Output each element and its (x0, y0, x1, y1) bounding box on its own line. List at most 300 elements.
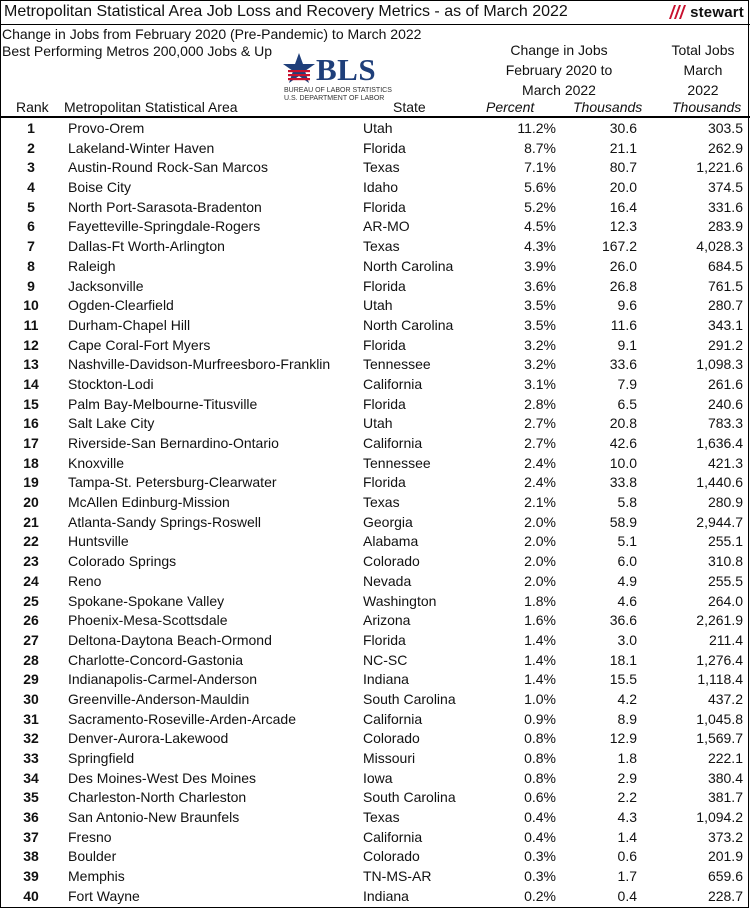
metro-name-cell: North Port-Sarasota-Bradenton (68, 198, 262, 215)
table-row (0, 729, 750, 749)
rank-cell: 10 (23, 297, 39, 314)
jobs-change-thousands-cell: 30.6 (609, 120, 637, 136)
total-jobs-thousands-cell: 283.9 (707, 218, 743, 235)
state-cell: Utah (363, 297, 393, 314)
change-header-line2: February 2020 to (505, 62, 613, 78)
total-jobs-thousands-cell: 1,569.7 (696, 730, 743, 747)
table-row (0, 395, 750, 415)
state-cell: Florida (363, 277, 406, 294)
metro-name-cell: Memphis (68, 868, 125, 885)
change-group-header (500, 40, 618, 100)
total-group-header (660, 40, 746, 100)
state-cell: Texas (363, 809, 400, 826)
state-cell: Colorado (363, 553, 420, 570)
table-row (0, 375, 750, 395)
jobs-change-thousands-cell: 15.5 (609, 671, 637, 688)
rank-cell: 6 (27, 218, 35, 235)
change-header-line1: Change in Jobs (510, 42, 608, 58)
jobs-change-thousands-cell: 9.1 (617, 336, 637, 353)
jobs-change-thousands-cell: 1.7 (617, 868, 637, 885)
table-row (0, 828, 750, 848)
rank-cell: 36 (23, 809, 39, 826)
rank-cell: 15 (23, 395, 39, 412)
jobs-change-thousands-cell: 4.9 (617, 572, 637, 589)
jobs-change-thousands-cell: 4.6 (617, 592, 637, 609)
metro-name-cell: Dallas-Ft Worth-Arlington (68, 238, 225, 255)
metro-name-cell: Nashville-Davidson-Murfreesboro-Franklin (68, 356, 331, 373)
table-row (0, 690, 750, 710)
jobs-change-thousands-cell: 1.4 (617, 828, 637, 845)
metro-name-cell: Boise City (68, 179, 132, 196)
rank-cell: 26 (23, 612, 39, 629)
change-header-line3: March 2022 (522, 82, 596, 98)
percent-change-cell: 3.5% (524, 316, 556, 333)
column-header-metro: Metropolitan Statistical Area (64, 99, 238, 115)
state-cell: California (363, 710, 423, 727)
rank-cell: 8 (27, 257, 35, 274)
percent-change-cell: 1.8% (524, 592, 556, 609)
rank-cell: 7 (27, 238, 35, 255)
table-row (0, 611, 750, 631)
jobs-change-thousands-cell: 42.6 (609, 435, 637, 451)
total-jobs-thousands-cell: 261.6 (707, 375, 743, 392)
metro-name-cell: Tampa-St. Petersburg-Clearwater (68, 474, 277, 491)
jobs-change-thousands-cell: 5.8 (617, 494, 637, 511)
table-row (0, 749, 750, 769)
table-row (0, 592, 750, 612)
metro-name-cell: McAllen Edinburg-Mission (68, 494, 230, 511)
percent-change-cell: 2.0% (524, 553, 556, 570)
column-header-thousands: Thousands (573, 99, 643, 115)
state-cell: Washington (363, 592, 437, 609)
total-jobs-thousands-cell: 228.7 (707, 887, 743, 904)
state-cell: Iowa (363, 769, 393, 786)
table-row (0, 493, 750, 513)
percent-change-cell: 1.4% (524, 631, 556, 648)
total-jobs-thousands-cell: 2,944.7 (696, 513, 743, 530)
state-cell: Texas (363, 494, 400, 511)
header-divider (0, 116, 750, 118)
table-row (0, 434, 750, 454)
state-cell: Indiana (363, 671, 409, 688)
metro-name-cell: Austin-Round Rock-San Marcos (68, 159, 268, 176)
state-cell: AR-MO (363, 218, 410, 235)
state-cell: South Carolina (363, 789, 456, 806)
total-jobs-thousands-cell: 201.9 (707, 848, 743, 865)
percent-change-cell: 5.6% (524, 179, 556, 196)
jobs-change-thousands-cell: 2.9 (617, 769, 637, 786)
percent-change-cell: 3.5% (524, 297, 556, 314)
state-cell: Texas (363, 238, 400, 255)
percent-change-cell: 0.8% (524, 730, 556, 747)
total-jobs-thousands-cell: 1,221.6 (696, 159, 743, 176)
rank-cell: 24 (23, 572, 39, 589)
jobs-change-thousands-cell: 4.2 (617, 690, 637, 707)
rank-cell: 34 (23, 769, 39, 786)
jobs-change-thousands-cell: 11.6 (610, 316, 637, 333)
percent-change-cell: 0.8% (524, 769, 556, 786)
rank-cell: 23 (23, 553, 39, 570)
total-jobs-thousands-cell: 280.7 (707, 297, 743, 314)
total-jobs-thousands-cell: 684.5 (707, 257, 743, 274)
state-cell: Florida (363, 395, 406, 412)
total-jobs-thousands-cell: 2,261.9 (696, 612, 743, 629)
table-row (0, 257, 750, 277)
total-jobs-thousands-cell: 303.5 (707, 120, 743, 136)
jobs-change-thousands-cell: 58.9 (609, 513, 637, 530)
table-row (0, 769, 750, 789)
rank-cell: 29 (23, 671, 39, 688)
jobs-change-thousands-cell: 4.3 (617, 809, 637, 826)
bls-abbr: BLS (316, 52, 377, 87)
metro-name-cell: Provo-Orem (68, 120, 145, 136)
total-jobs-thousands-cell: 659.6 (707, 868, 743, 885)
rank-cell: 18 (23, 454, 39, 471)
metro-name-cell: Salt Lake City (68, 415, 155, 432)
table-row (0, 572, 750, 592)
state-cell: Utah (363, 120, 393, 136)
total-jobs-thousands-cell: 783.3 (707, 415, 743, 432)
metro-name-cell: Lakeland-Winter Haven (68, 139, 215, 156)
rank-cell: 5 (27, 198, 35, 215)
total-jobs-thousands-cell: 264.0 (707, 592, 743, 609)
percent-change-cell: 8.7% (524, 139, 556, 156)
bls-star-icon (282, 52, 316, 86)
metro-name-cell: Fayetteville-Springdale-Rogers (68, 218, 261, 235)
table-body (0, 119, 750, 907)
state-cell: North Carolina (363, 316, 454, 333)
metro-name-cell: Charlotte-Concord-Gastonia (68, 651, 244, 668)
metro-name-cell: Palm Bay-Melbourne-Titusville (68, 395, 258, 412)
jobs-change-thousands-cell: 8.9 (617, 710, 637, 727)
page-title: Metropolitan Statistical Area Job Loss and Recovery Metrics - as of March 2022 (4, 3, 568, 20)
rank-cell: 2 (27, 139, 35, 156)
percent-change-cell: 0.6% (524, 789, 556, 806)
metro-name-cell: Charleston-North Charleston (68, 789, 247, 806)
jobs-change-thousands-cell: 21.1 (609, 139, 637, 156)
column-header-state: State (393, 99, 426, 115)
jobs-change-thousands-cell: 26.0 (609, 257, 637, 274)
jobs-change-thousands-cell: 33.8 (609, 474, 637, 491)
rank-cell: 38 (23, 848, 39, 865)
bls-caption-line1: BUREAU OF LABOR STATISTICS (284, 87, 392, 94)
percent-change-cell: 1.0% (524, 690, 556, 707)
metro-name-cell: Huntsville (68, 533, 129, 550)
table-row (0, 454, 750, 474)
metro-name-cell: Indianapolis-Carmel-Anderson (68, 671, 258, 688)
state-cell: Utah (363, 415, 393, 432)
metro-name-cell: Colorado Springs (68, 553, 177, 570)
percent-change-cell: 2.0% (524, 513, 556, 530)
jobs-change-thousands-cell: 5.1 (617, 533, 637, 550)
percent-change-cell: 2.0% (524, 572, 556, 589)
state-cell: Tennessee (363, 356, 431, 373)
percent-change-cell: 0.4% (524, 828, 556, 845)
total-jobs-thousands-cell: 373.2 (707, 828, 743, 845)
percent-change-cell: 2.0% (524, 533, 556, 550)
state-cell: Texas (363, 159, 400, 176)
percent-change-cell: 0.8% (524, 750, 556, 766)
rank-cell: 21 (23, 513, 39, 530)
jobs-change-thousands-cell: 20.8 (609, 415, 637, 432)
metro-name-cell: Phoenix-Mesa-Scottsdale (68, 612, 228, 629)
state-cell: Idaho (363, 179, 399, 196)
state-cell: Nevada (363, 572, 412, 589)
subtitle-filter: Best Performing Metros 200,000 Jobs & Up (2, 43, 273, 59)
metro-name-cell: Durham-Chapel Hill (68, 316, 191, 333)
rank-cell: 35 (23, 789, 39, 806)
total-jobs-thousands-cell: 1,118.4 (697, 671, 743, 688)
total-jobs-thousands-cell: 761.5 (707, 277, 743, 294)
metro-name-cell: Fresno (68, 828, 112, 845)
state-cell: California (363, 828, 423, 845)
metro-name-cell: Deltona-Daytona Beach-Ormond (68, 631, 272, 648)
total-jobs-thousands-cell: 1,098.3 (696, 356, 743, 373)
rank-cell: 12 (23, 336, 39, 353)
metro-name-cell: Boulder (68, 848, 117, 865)
metro-name-cell: Fort Wayne (68, 887, 140, 904)
rank-cell: 32 (23, 730, 39, 747)
rank-cell: 33 (23, 750, 39, 766)
jobs-change-thousands-cell: 0.4 (617, 887, 637, 904)
bls-caption (284, 87, 392, 103)
stewart-stripes-icon (665, 5, 687, 19)
table-row (0, 198, 750, 218)
percent-change-cell: 0.2% (524, 887, 556, 904)
percent-change-cell: 2.8% (524, 395, 556, 412)
column-header-percent: Percent (486, 99, 535, 115)
jobs-change-thousands-cell: 6.5 (617, 395, 637, 412)
title-bar (0, 0, 750, 25)
rank-cell: 20 (23, 494, 39, 511)
table-row (0, 316, 750, 336)
table-row (0, 847, 750, 867)
total-jobs-thousands-cell: 240.6 (707, 395, 743, 412)
total-jobs-thousands-cell: 4,028.3 (696, 238, 743, 255)
table-row (0, 867, 750, 887)
table-row (0, 651, 750, 671)
jobs-change-thousands-cell: 3.0 (617, 631, 637, 648)
table-row (0, 631, 750, 651)
percent-change-cell: 3.9% (524, 257, 556, 274)
state-cell: Colorado (363, 730, 420, 747)
percent-change-cell: 4.3% (524, 238, 556, 255)
metro-name-cell: Raleigh (68, 257, 116, 274)
table-row (0, 670, 750, 690)
percent-change-cell: 3.2% (524, 336, 556, 353)
jobs-change-thousands-cell: 9.6 (617, 297, 637, 314)
total-jobs-thousands-cell: 1,276.4 (696, 651, 743, 668)
state-cell: Florida (363, 336, 406, 353)
jobs-change-thousands-cell: 2.2 (617, 789, 637, 806)
percent-change-cell: 5.2% (524, 198, 556, 215)
state-cell: Florida (363, 139, 406, 156)
state-cell: Missouri (363, 750, 416, 766)
total-jobs-thousands-cell: 280.9 (707, 494, 743, 511)
state-cell: Georgia (363, 513, 413, 530)
rank-cell: 27 (23, 631, 39, 648)
rank-cell: 39 (23, 868, 39, 885)
rank-cell: 25 (23, 592, 39, 609)
table-row (0, 158, 750, 178)
metro-name-cell: Ogden-Clearfield (68, 297, 174, 314)
rank-cell: 4 (27, 179, 35, 196)
table-row (0, 532, 750, 552)
total-jobs-thousands-cell: 255.5 (707, 572, 743, 589)
total-header-line1: Total Jobs (671, 42, 735, 58)
state-cell: Florida (363, 474, 406, 491)
table-row (0, 788, 750, 808)
percent-change-cell: 4.5% (524, 218, 556, 235)
percent-change-cell: 1.6% (524, 612, 556, 629)
metro-name-cell: Greenville-Anderson-Mauldin (68, 690, 250, 707)
jobs-change-thousands-cell: 1.8 (617, 750, 637, 766)
table-row (0, 336, 750, 356)
jobs-change-thousands-cell: 33.6 (609, 356, 637, 373)
percent-change-cell: 2.1% (524, 494, 556, 511)
rank-cell: 9 (27, 277, 35, 294)
metro-name-cell: Reno (68, 572, 102, 589)
percent-change-cell: 7.1% (524, 159, 556, 176)
percent-change-cell: 2.7% (524, 435, 556, 451)
bls-logo (282, 52, 402, 104)
state-cell: Florida (363, 631, 406, 648)
jobs-change-thousands-cell: 12.3 (609, 218, 637, 235)
metro-name-cell: Jacksonville (68, 277, 144, 294)
metro-name-cell: Stockton-Lodi (68, 375, 154, 392)
total-jobs-thousands-cell: 291.2 (707, 336, 743, 353)
total-jobs-thousands-cell: 437.2 (707, 690, 743, 707)
percent-change-cell: 2.4% (524, 474, 556, 491)
rank-cell: 19 (23, 474, 39, 491)
rank-cell: 30 (23, 690, 39, 707)
rank-cell: 28 (23, 651, 39, 668)
percent-change-cell: 3.2% (524, 356, 556, 373)
state-cell: Colorado (363, 848, 420, 865)
table-row (0, 178, 750, 198)
total-jobs-thousands-cell: 343.1 (707, 316, 743, 333)
total-jobs-thousands-cell: 380.4 (707, 769, 743, 786)
rank-cell: 14 (23, 375, 39, 392)
jobs-change-thousands-cell: 12.9 (609, 730, 637, 747)
metro-name-cell: Des Moines-West Des Moines (68, 769, 257, 786)
metro-name-cell: Springfield (68, 750, 135, 766)
rank-cell: 1 (27, 120, 35, 136)
total-jobs-thousands-cell: 222.1 (707, 750, 743, 766)
metro-name-cell: Denver-Aurora-Lakewood (68, 730, 229, 747)
column-header-rank: Rank (16, 99, 49, 115)
table-row (0, 513, 750, 533)
total-jobs-thousands-cell: 211.4 (709, 631, 743, 648)
rank-cell: 31 (23, 710, 39, 727)
table-row (0, 552, 750, 572)
rank-cell: 13 (23, 356, 39, 373)
total-header-line3: 2022 (687, 82, 719, 98)
state-cell: Indiana (363, 887, 409, 904)
percent-change-cell: 0.3% (524, 868, 556, 885)
metro-name-cell: Riverside-San Bernardino-Ontario (68, 435, 279, 451)
percent-change-cell: 11.2% (517, 120, 556, 136)
total-jobs-thousands-cell: 1,045.8 (696, 710, 743, 727)
percent-change-cell: 0.9% (524, 710, 556, 727)
state-cell: Tennessee (363, 454, 431, 471)
state-cell: Alabama (363, 533, 419, 550)
percent-change-cell: 1.4% (524, 671, 556, 688)
bls-caption-line2: U.S. DEPARTMENT OF LABOR (284, 95, 385, 102)
subtitle-date-range: Change in Jobs from February 2020 (Pre-Pandemic) to March 2022 (2, 26, 422, 42)
state-cell: Florida (363, 198, 406, 215)
percent-change-cell: 3.1% (524, 375, 556, 392)
jobs-change-thousands-cell: 18.1 (609, 651, 637, 668)
rank-cell: 22 (23, 533, 39, 550)
jobs-change-thousands-cell: 0.6 (617, 848, 637, 865)
total-jobs-thousands-cell: 310.8 (707, 553, 743, 570)
rank-cell: 3 (27, 159, 35, 176)
state-cell: North Carolina (363, 257, 454, 274)
table-row (0, 217, 750, 237)
total-jobs-thousands-cell: 331.6 (707, 198, 743, 215)
table-row (0, 808, 750, 828)
total-jobs-thousands-cell: 421.3 (707, 454, 743, 471)
rank-cell: 17 (23, 435, 39, 451)
stewart-logo (665, 3, 744, 21)
stewart-wordmark: stewart (690, 3, 744, 21)
jobs-change-thousands-cell: 10.0 (609, 454, 637, 471)
table-row (0, 414, 750, 434)
table-row (0, 119, 750, 139)
rank-cell: 40 (23, 887, 39, 904)
table-row (0, 237, 750, 257)
percent-change-cell: 0.3% (524, 848, 556, 865)
metro-name-cell: San Antonio-New Braunfels (68, 809, 240, 826)
state-cell: NC-SC (363, 651, 408, 668)
jobs-change-thousands-cell: 167.2 (601, 238, 637, 255)
jobs-change-thousands-cell: 7.9 (617, 375, 637, 392)
table-row (0, 355, 750, 375)
table-row (0, 473, 750, 493)
metro-name-cell: Spokane-Spokane Valley (68, 592, 225, 609)
percent-change-cell: 1.4% (524, 651, 556, 668)
total-jobs-thousands-cell: 1,636.4 (696, 435, 743, 451)
jobs-change-thousands-cell: 26.8 (609, 277, 637, 294)
percent-change-cell: 2.4% (524, 454, 556, 471)
table-row (0, 277, 750, 297)
jobs-change-thousands-cell: 20.0 (609, 179, 637, 196)
jobs-change-thousands-cell: 16.4 (609, 198, 637, 215)
jobs-change-thousands-cell: 36.6 (609, 612, 637, 629)
metro-name-cell: Cape Coral-Fort Myers (68, 336, 211, 353)
table-row (0, 710, 750, 730)
total-jobs-thousands-cell: 1,440.6 (696, 474, 743, 491)
jobs-change-thousands-cell: 6.0 (617, 553, 637, 570)
metro-name-cell: Sacramento-Roseville-Arden-Arcade (68, 710, 296, 727)
metro-name-cell: Knoxville (68, 454, 125, 471)
total-jobs-thousands-cell: 374.5 (707, 179, 743, 196)
state-cell: California (363, 435, 423, 451)
total-jobs-thousands-cell: 262.9 (707, 139, 743, 156)
column-header-total-thousands: Thousands (672, 99, 742, 115)
percent-change-cell: 2.7% (524, 415, 556, 432)
table-row (0, 296, 750, 316)
total-header-line2: March (683, 62, 723, 78)
percent-change-cell: 0.4% (524, 809, 556, 826)
total-jobs-thousands-cell: 381.7 (707, 789, 743, 806)
rank-cell: 11 (23, 316, 39, 333)
total-jobs-thousands-cell: 255.1 (707, 533, 743, 550)
table-row (0, 139, 750, 159)
jobs-change-thousands-cell: 80.7 (609, 159, 637, 176)
state-cell: TN-MS-AR (363, 868, 432, 885)
